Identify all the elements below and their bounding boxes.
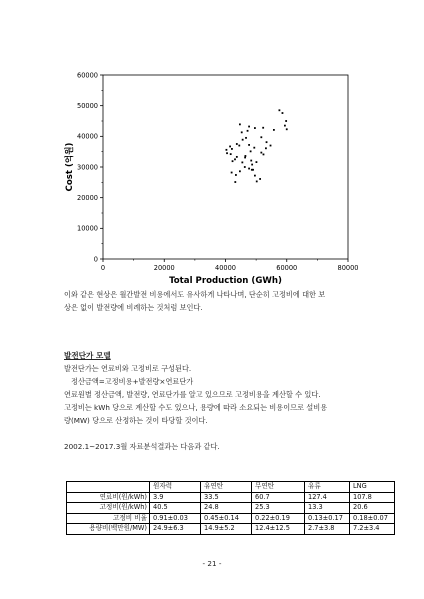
- scatter-point: [231, 172, 233, 174]
- row-label: 용량비(백만원/MW): [67, 524, 150, 535]
- scatter-point: [252, 169, 254, 171]
- x-tick-label: 60000: [276, 264, 298, 272]
- scatter-point: [263, 154, 265, 156]
- scatter-point: [234, 158, 236, 160]
- scatter-point: [247, 130, 249, 132]
- table-cell: 0.45±0.14: [201, 513, 252, 524]
- header-cell: 무연탄: [252, 482, 305, 493]
- table-cell: 127.4: [305, 492, 350, 503]
- x-axis-ticks: [101, 259, 359, 272]
- y-tick-label: 50000: [77, 101, 98, 110]
- formula-line: 정산금액=고정비용+발전량×연료단가: [71, 377, 194, 386]
- scatter-point: [245, 137, 247, 139]
- table-cell: 33.5: [201, 492, 252, 503]
- section-heading: 발전단가 모델: [64, 351, 111, 360]
- table-row: [67, 492, 395, 503]
- table-cell: 13.3: [305, 503, 350, 514]
- x-tick-label: 0: [100, 264, 106, 272]
- table-cell: 60.7: [252, 492, 305, 503]
- paragraph-line: 2002.1~2017.3월 자료분석결과는 다음과 같다.: [64, 442, 220, 451]
- x-tick-label: 40000: [215, 264, 236, 272]
- header-cell: LNG: [350, 482, 395, 493]
- scatter-point: [253, 147, 255, 149]
- table-cell: 24.8: [201, 503, 252, 514]
- table-cell: 12.4±12.5: [252, 524, 305, 535]
- paragraph-line: 발전단가는 연료비와 고정비로 구성된다.: [64, 364, 192, 373]
- table-row: [67, 513, 395, 524]
- page-number: - 21 -: [202, 559, 222, 568]
- scatter-point: [241, 131, 243, 133]
- x-tick-label: 20000: [153, 264, 175, 272]
- scatter-point: [273, 129, 275, 131]
- paragraph-line: 이와 같은 현상은 월간발전 비용에서도 유사하게 나타나며, 단순히 고정비에 대한 보: [64, 290, 326, 299]
- scatter-point: [260, 152, 262, 154]
- table-row: [67, 524, 395, 535]
- table-cell: 25.3: [252, 503, 305, 514]
- scatter-point: [266, 141, 268, 143]
- scatter-point: [248, 168, 250, 170]
- scatter-point: [259, 178, 261, 180]
- scatter-point: [231, 148, 233, 150]
- table-cell: 2.7±3.8: [305, 524, 350, 535]
- scatter-point: [254, 127, 256, 129]
- scatter-point: [250, 160, 252, 162]
- row-label: 고정비 비율: [67, 513, 150, 524]
- scatter-point: [238, 145, 240, 147]
- y-tick-label: 60000: [77, 71, 98, 80]
- table-cell: 107.8: [350, 492, 395, 503]
- header-cell: 원자력: [150, 482, 201, 493]
- scatter-point: [235, 174, 237, 176]
- table-cell: 14.9±5.2: [201, 524, 252, 535]
- scatter-point: [251, 164, 253, 166]
- scatter-point: [256, 181, 258, 183]
- cost-vs-production-scatter: [60, 66, 360, 286]
- scatter-point: [270, 145, 272, 147]
- y-axis-ticks: [77, 71, 103, 263]
- header-cell: [67, 482, 150, 493]
- y-tick-label: 10000: [77, 224, 98, 233]
- scatter-point: [250, 150, 252, 152]
- y-axis-label: Cost (억원): [65, 142, 75, 192]
- scatter-point: [282, 112, 284, 114]
- scatter-point: [232, 160, 234, 162]
- table-cell: 0.13±0.17: [305, 513, 350, 524]
- table-cell: 3.9: [150, 492, 201, 503]
- paragraph-line: 연료원별 정산금액, 발전량, 연료단가를 알고 있으므로 고정비용을 계산할 수 있다.: [64, 390, 321, 399]
- plot-frame: [103, 75, 348, 259]
- scatter-point: [244, 166, 246, 168]
- table-cell: 40.5: [150, 503, 201, 514]
- x-tick-label: 80000: [337, 264, 359, 272]
- scatter-point: [248, 126, 250, 128]
- scatter-point: [241, 162, 243, 164]
- scatter-points: [226, 109, 288, 183]
- table-cell: 0.22±0.19: [252, 513, 305, 524]
- scatter-point: [256, 161, 258, 163]
- scatter-point: [284, 125, 286, 127]
- scatter-point: [236, 143, 238, 145]
- scatter-point: [236, 156, 238, 158]
- scatter-point: [226, 149, 228, 151]
- table-row: [67, 503, 395, 514]
- scatter-point: [242, 139, 244, 141]
- scatter-point: [285, 120, 287, 122]
- scatter-point: [279, 109, 281, 111]
- scatter-point: [265, 147, 267, 149]
- y-tick-label: 30000: [77, 163, 98, 172]
- header-cell: 유연탄: [201, 482, 252, 493]
- scatter-point: [286, 128, 288, 130]
- table-cell: 24.9±6.3: [150, 524, 201, 535]
- scatter-point: [234, 181, 236, 183]
- cost-table: [66, 481, 395, 535]
- y-tick-label: 20000: [77, 193, 98, 202]
- y-tick-label: 0: [93, 255, 98, 264]
- scatter-point: [229, 146, 231, 148]
- paragraph-line: 상은 없이 발전량에 비례하는 것처럼 보인다.: [64, 303, 203, 312]
- table-header-row: [67, 482, 395, 493]
- scatter-point: [226, 152, 228, 154]
- header-cell: 유류: [305, 482, 350, 493]
- scatter-point: [254, 175, 256, 177]
- scatter-point: [239, 123, 241, 125]
- paragraph-line: 고정비는 kWh 당으로 계산할 수도 있으나, 용량에 따라 소요되는 비용이므로 설비용: [64, 403, 328, 412]
- table-cell: 20.6: [350, 503, 395, 514]
- scatter-point: [230, 153, 232, 155]
- table-cell: 0.91±0.03: [150, 513, 201, 524]
- row-label: 연료비(원/kWh): [67, 492, 150, 503]
- table-cell: 7.2±3.4: [350, 524, 395, 535]
- row-label: 고정비(원/kWh): [67, 503, 150, 514]
- scatter-point: [248, 144, 250, 146]
- scatter-point: [260, 136, 262, 138]
- y-tick-label: 40000: [77, 132, 98, 141]
- x-axis-label: Total Production (GWh): [169, 276, 282, 286]
- table-cell: 0.18±0.07: [350, 513, 395, 524]
- paragraph-line: 량(MW) 당으로 산정하는 것이 타당할 것이다.: [64, 416, 208, 425]
- scatter-point: [244, 157, 246, 159]
- scatter-point: [245, 155, 247, 157]
- scatter-point: [262, 127, 264, 129]
- scatter-point: [239, 170, 241, 172]
